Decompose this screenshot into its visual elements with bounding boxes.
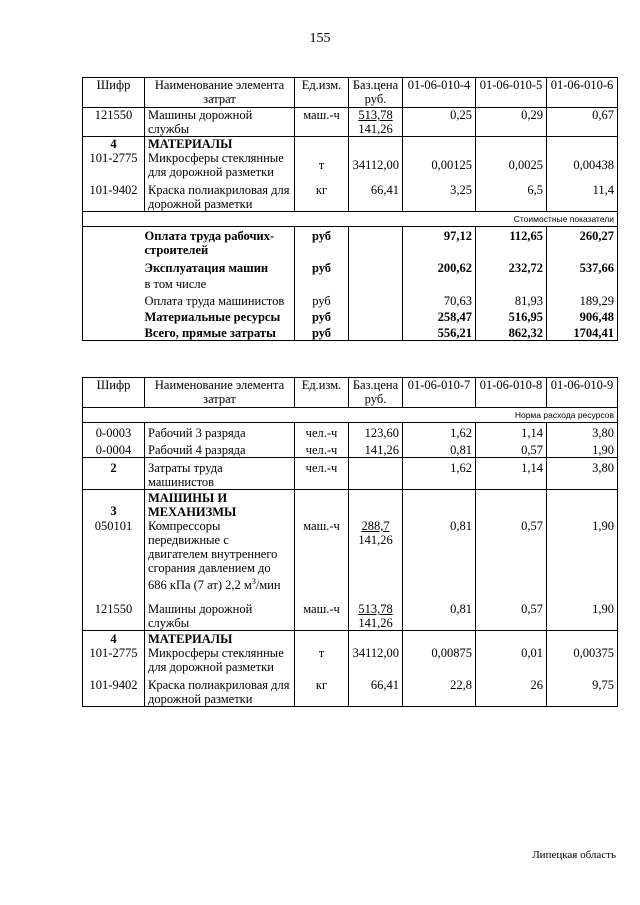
header-name: Наименование элемента затрат <box>145 78 295 108</box>
row-price: 66,41 <box>349 674 403 707</box>
row-value-3: 1,90 <box>547 592 618 631</box>
total-value-3: 906,48 <box>547 308 618 324</box>
total-unit: руб <box>295 308 349 324</box>
section-title: МАТЕРИАЛЫ <box>145 631 295 647</box>
row-value-2: 0,01 <box>476 646 547 674</box>
row-unit: чел.-ч <box>295 423 349 441</box>
row-name <box>145 519 295 592</box>
row-unit: кг <box>295 674 349 707</box>
row-name: Микросферы стеклянные для дорожной разметки <box>145 151 295 179</box>
row-code: 0-0003 <box>83 423 145 441</box>
subheader-row <box>83 408 618 423</box>
price-value-machinist: 141,26 <box>358 533 393 547</box>
header-unit: Ед.изм. <box>295 78 349 108</box>
total-name: Эксплуатация машин <box>145 257 295 275</box>
total-row <box>83 291 618 308</box>
total-value-3: 260,27 <box>547 227 618 258</box>
section-number: 4 <box>83 631 145 647</box>
table-row <box>83 674 618 707</box>
row-price <box>349 519 403 592</box>
row-value-1: 1,62 <box>403 458 476 490</box>
row-unit: маш.-ч <box>295 592 349 631</box>
total-name: Материальные ресурсы <box>145 308 295 324</box>
row-value-2: 0,57 <box>476 440 547 458</box>
row-name: Машины дорожной службы <box>145 108 295 137</box>
row-value-1: 0,00875 <box>403 646 476 674</box>
header-code: Шифр <box>83 78 145 108</box>
row-value-2: 1,14 <box>476 458 547 490</box>
row-value-3: 0,00375 <box>547 646 618 674</box>
total-value-3: 1704,41 <box>547 324 618 341</box>
row-name: Рабочий 4 разряда <box>145 440 295 458</box>
row-code: 050101 <box>83 519 145 592</box>
row-value-3: 1,90 <box>547 519 618 592</box>
row-value-1: 1,62 <box>403 423 476 441</box>
row-code: 101-2775 <box>83 151 145 179</box>
price-value: 288,7 <box>361 519 390 533</box>
row-value-1: 0,00125 <box>403 151 476 179</box>
total-row <box>83 324 618 341</box>
row-value-3: 3,80 <box>547 458 618 490</box>
header-col-1: 01-06-010-7 <box>403 378 476 408</box>
total-unit: руб <box>295 291 349 308</box>
total-unit: руб <box>295 227 349 258</box>
row-unit: т <box>295 151 349 179</box>
total-value-1: 97,12 <box>403 227 476 258</box>
header-price: Баз.цена руб. <box>349 78 403 108</box>
header-unit: Ед.изм. <box>295 378 349 408</box>
total-name: Оплата труда машинистов <box>145 291 295 308</box>
section-title: МАШИНЫ И МЕХАНИЗМЫ <box>145 490 295 520</box>
total-unit: руб <box>295 324 349 341</box>
total-value-1: 200,62 <box>403 257 476 275</box>
total-value-2: 516,95 <box>476 308 547 324</box>
section-row <box>83 137 618 152</box>
row-code: 2 <box>83 458 145 490</box>
row-value-2: 26 <box>476 674 547 707</box>
price-value-machinist: 141,26 <box>358 122 393 136</box>
row-code: 0-0004 <box>83 440 145 458</box>
total-value-2: 112,65 <box>476 227 547 258</box>
row-code: 121550 <box>83 592 145 631</box>
row-name: Микросферы стеклянные для дорожной разметки <box>145 646 295 674</box>
row-code: 101-9402 <box>83 674 145 707</box>
row-code: 101-9402 <box>83 179 145 212</box>
total-name: Оплата труда рабочих-строителей <box>145 227 295 258</box>
row-value-1: 0,81 <box>403 592 476 631</box>
row-code: 101-2775 <box>83 646 145 674</box>
footer-region: Липецкая область <box>532 849 616 861</box>
header-col-3: 01-06-010-9 <box>547 378 618 408</box>
row-name: Затраты труда машинистов <box>145 458 295 490</box>
row-value-1: 3,25 <box>403 179 476 212</box>
total-row <box>83 308 618 324</box>
total-value-2: 232,72 <box>476 257 547 275</box>
row-value-3: 0,67 <box>547 108 618 137</box>
row-name-text: Компрессоры передвижные с двигателем внутреннего сгорания давлением до 686 кПа (7 ат) 2,2 м <box>148 519 278 593</box>
row-value-1: 0,25 <box>403 108 476 137</box>
row-price: 34112,00 <box>349 646 403 674</box>
row-value-3: 1,90 <box>547 440 618 458</box>
table-row <box>83 646 618 674</box>
total-unit: руб <box>295 257 349 275</box>
row-price <box>349 592 403 631</box>
row-unit: кг <box>295 179 349 212</box>
row-price: 123,60 <box>349 423 403 441</box>
row-name: Машины дорожной службы <box>145 592 295 631</box>
row-name: Рабочий 3 разряда <box>145 423 295 441</box>
row-unit: маш.-ч <box>295 108 349 137</box>
row-value-2: 0,29 <box>476 108 547 137</box>
total-value-1: 258,47 <box>403 308 476 324</box>
header-col-2: 01-06-010-5 <box>476 78 547 108</box>
price-value: 513,78 <box>358 602 393 617</box>
row-value-2: 0,0025 <box>476 151 547 179</box>
row-code: 121550 <box>83 108 145 137</box>
row-price <box>349 108 403 137</box>
row-unit: чел.-ч <box>295 440 349 458</box>
table-row <box>83 151 618 179</box>
total-row <box>83 227 618 258</box>
row-value-2: 6,5 <box>476 179 547 212</box>
row-value-3: 11,4 <box>547 179 618 212</box>
header-col-3: 01-06-010-6 <box>547 78 618 108</box>
table-row <box>83 179 618 212</box>
section-title: МАТЕРИАЛЫ <box>145 137 295 152</box>
row-unit: т <box>295 646 349 674</box>
estimate-table-1 <box>82 77 618 341</box>
total-row <box>83 257 618 275</box>
row-value-2: 0,57 <box>476 592 547 631</box>
section-row <box>83 490 618 520</box>
page-number: 155 <box>309 31 331 46</box>
row-name-tail: /мин <box>255 578 281 593</box>
table-row <box>83 592 618 631</box>
price-value: 513,78 <box>358 108 393 122</box>
estimate-table-2 <box>82 377 618 707</box>
total-value-1: 70,63 <box>403 291 476 308</box>
total-name: Всего, прямые затраты <box>145 324 295 341</box>
row-name: Краска полиакриловая для дорожной разметки <box>145 674 295 707</box>
price-value-machinist: 141,26 <box>358 616 393 631</box>
header-code: Шифр <box>83 378 145 408</box>
row-name-superscript: 3 <box>251 577 256 586</box>
section-row <box>83 631 618 647</box>
table-header-row <box>83 78 618 108</box>
row-value-3: 0,00438 <box>547 151 618 179</box>
header-name: Наименование элемента затрат <box>145 378 295 408</box>
total-value-2: 862,32 <box>476 324 547 341</box>
row-value-3: 3,80 <box>547 423 618 441</box>
row-price: 141,26 <box>349 440 403 458</box>
total-row <box>83 275 618 291</box>
table-row <box>83 108 618 137</box>
subheader-row <box>83 212 618 227</box>
table-header-row <box>83 378 618 408</box>
total-value-3: 189,29 <box>547 291 618 308</box>
table-row <box>83 423 618 441</box>
row-value-2: 0,57 <box>476 519 547 592</box>
row-value-1: 22,8 <box>403 674 476 707</box>
total-value-2: 81,93 <box>476 291 547 308</box>
total-name: в том числе <box>145 275 295 291</box>
section-number: 4 <box>83 137 145 152</box>
section-number: 3 <box>83 490 145 520</box>
table-row <box>83 458 618 490</box>
row-unit: маш.-ч <box>295 519 349 592</box>
row-unit: чел.-ч <box>295 458 349 490</box>
row-name: Краска полиакриловая для дорожной разметки <box>145 179 295 212</box>
row-value-2: 1,14 <box>476 423 547 441</box>
header-col-1: 01-06-010-4 <box>403 78 476 108</box>
row-value-1: 0,81 <box>403 519 476 592</box>
subheader-resource-norm: Норма расхода ресурсов <box>83 408 618 423</box>
header-col-2: 01-06-010-8 <box>476 378 547 408</box>
subheader-cost-indicators: Стоимостные показатели <box>83 212 618 227</box>
total-value-3: 537,66 <box>547 257 618 275</box>
table-row <box>83 440 618 458</box>
header-price: Баз.цена руб. <box>349 378 403 408</box>
row-value-1: 0,81 <box>403 440 476 458</box>
table-row <box>83 519 618 592</box>
row-price: 34112,00 <box>349 151 403 179</box>
total-value-1: 556,21 <box>403 324 476 341</box>
row-value-3: 9,75 <box>547 674 618 707</box>
row-price: 66,41 <box>349 179 403 212</box>
